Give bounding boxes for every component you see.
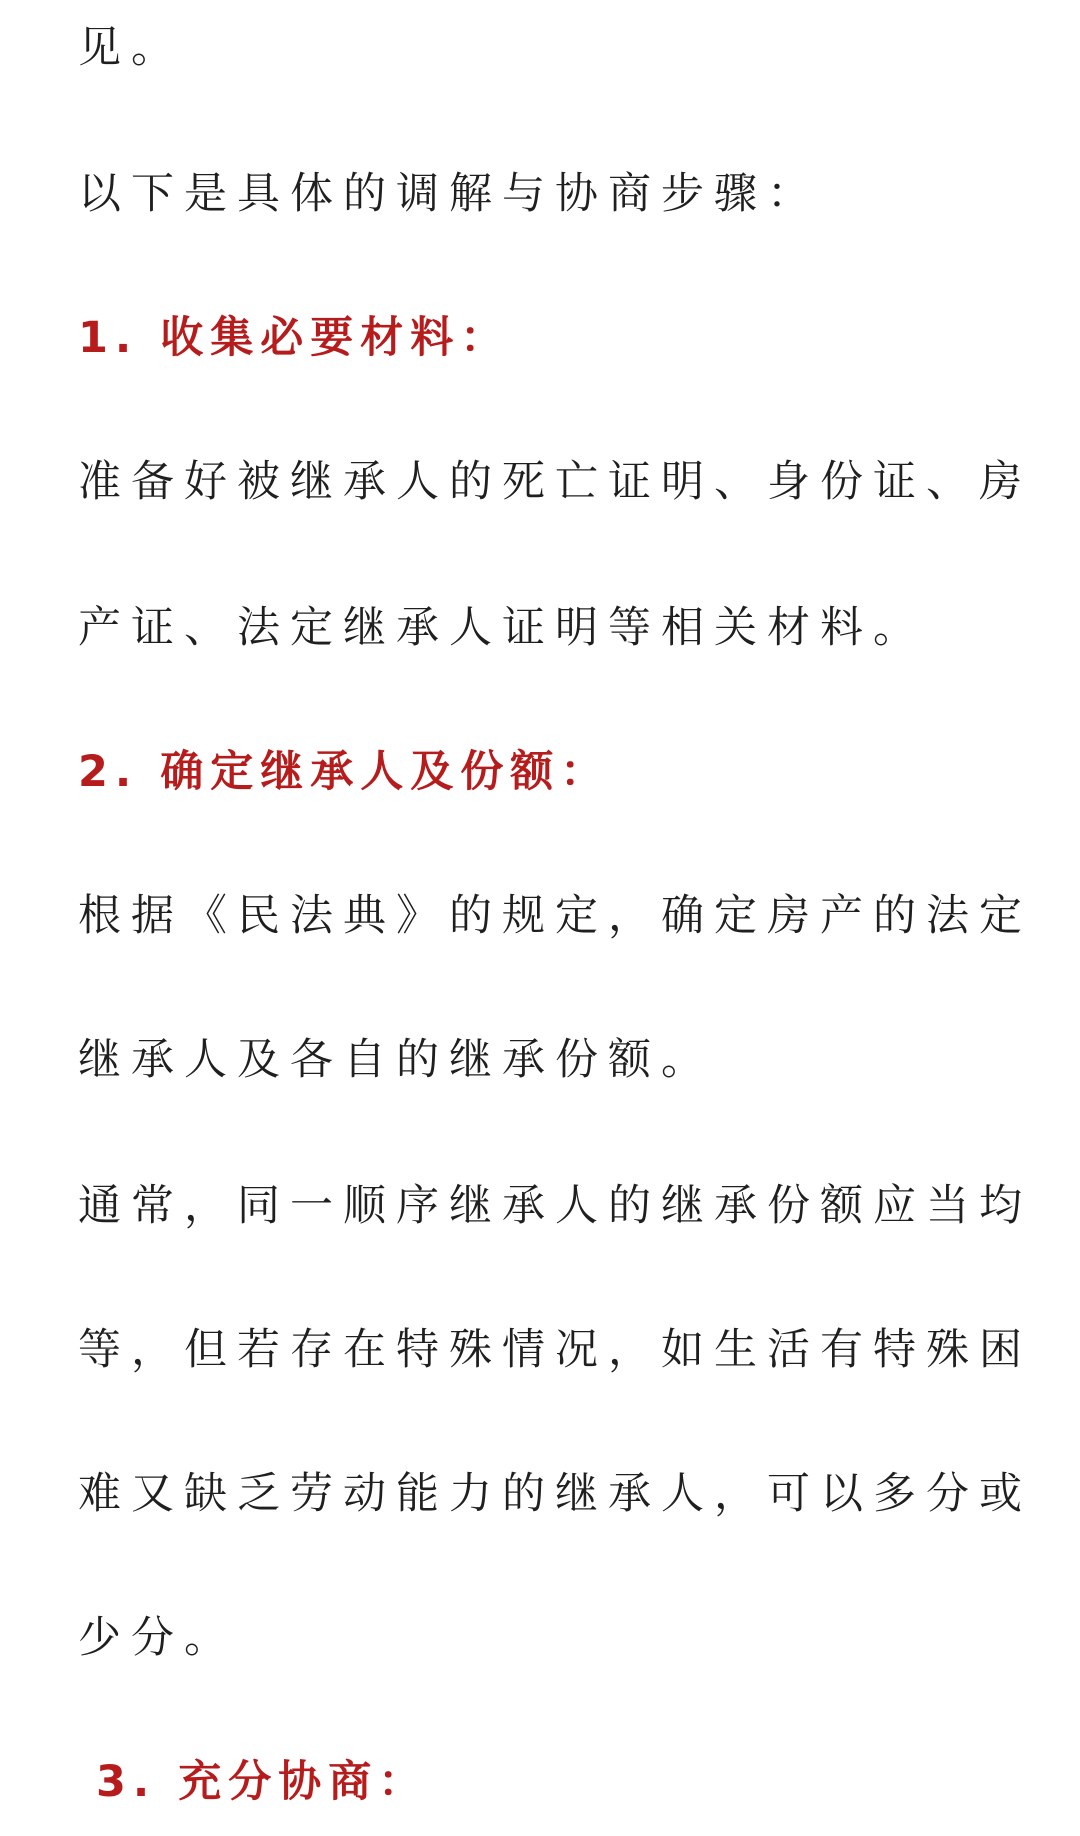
paragraph-text: 以下是具体的调解与协商步骤：	[78, 169, 820, 219]
paragraph-text: 根据《民法典》的规定，确定房产的法定	[78, 891, 1032, 941]
paragraph-text: 产证、法定继承人证明等相关材料。	[78, 603, 926, 653]
paragraph-text: 等，但若存在特殊情况，如生活有特殊困	[78, 1325, 1032, 1375]
section-heading-2: 2. 确定继承人及份额：	[78, 747, 611, 797]
paragraph-text: 继承人及各自的继承份额。	[78, 1035, 714, 1085]
paragraph-text: 准备好被继承人的死亡证明、身份证、房	[78, 457, 1032, 507]
paragraph-text: 少分。	[78, 1613, 237, 1663]
section-heading-1: 1. 收集必要材料：	[78, 313, 511, 363]
paragraph-text: 难又缺乏劳动能力的继承人，可以多分或	[78, 1469, 1032, 1519]
paragraph-text: 见。	[78, 23, 184, 73]
section-heading-3: 3. 充分协商：	[96, 1757, 429, 1807]
paragraph-text: 通常，同一顺序继承人的继承份额应当均	[78, 1181, 1032, 1231]
